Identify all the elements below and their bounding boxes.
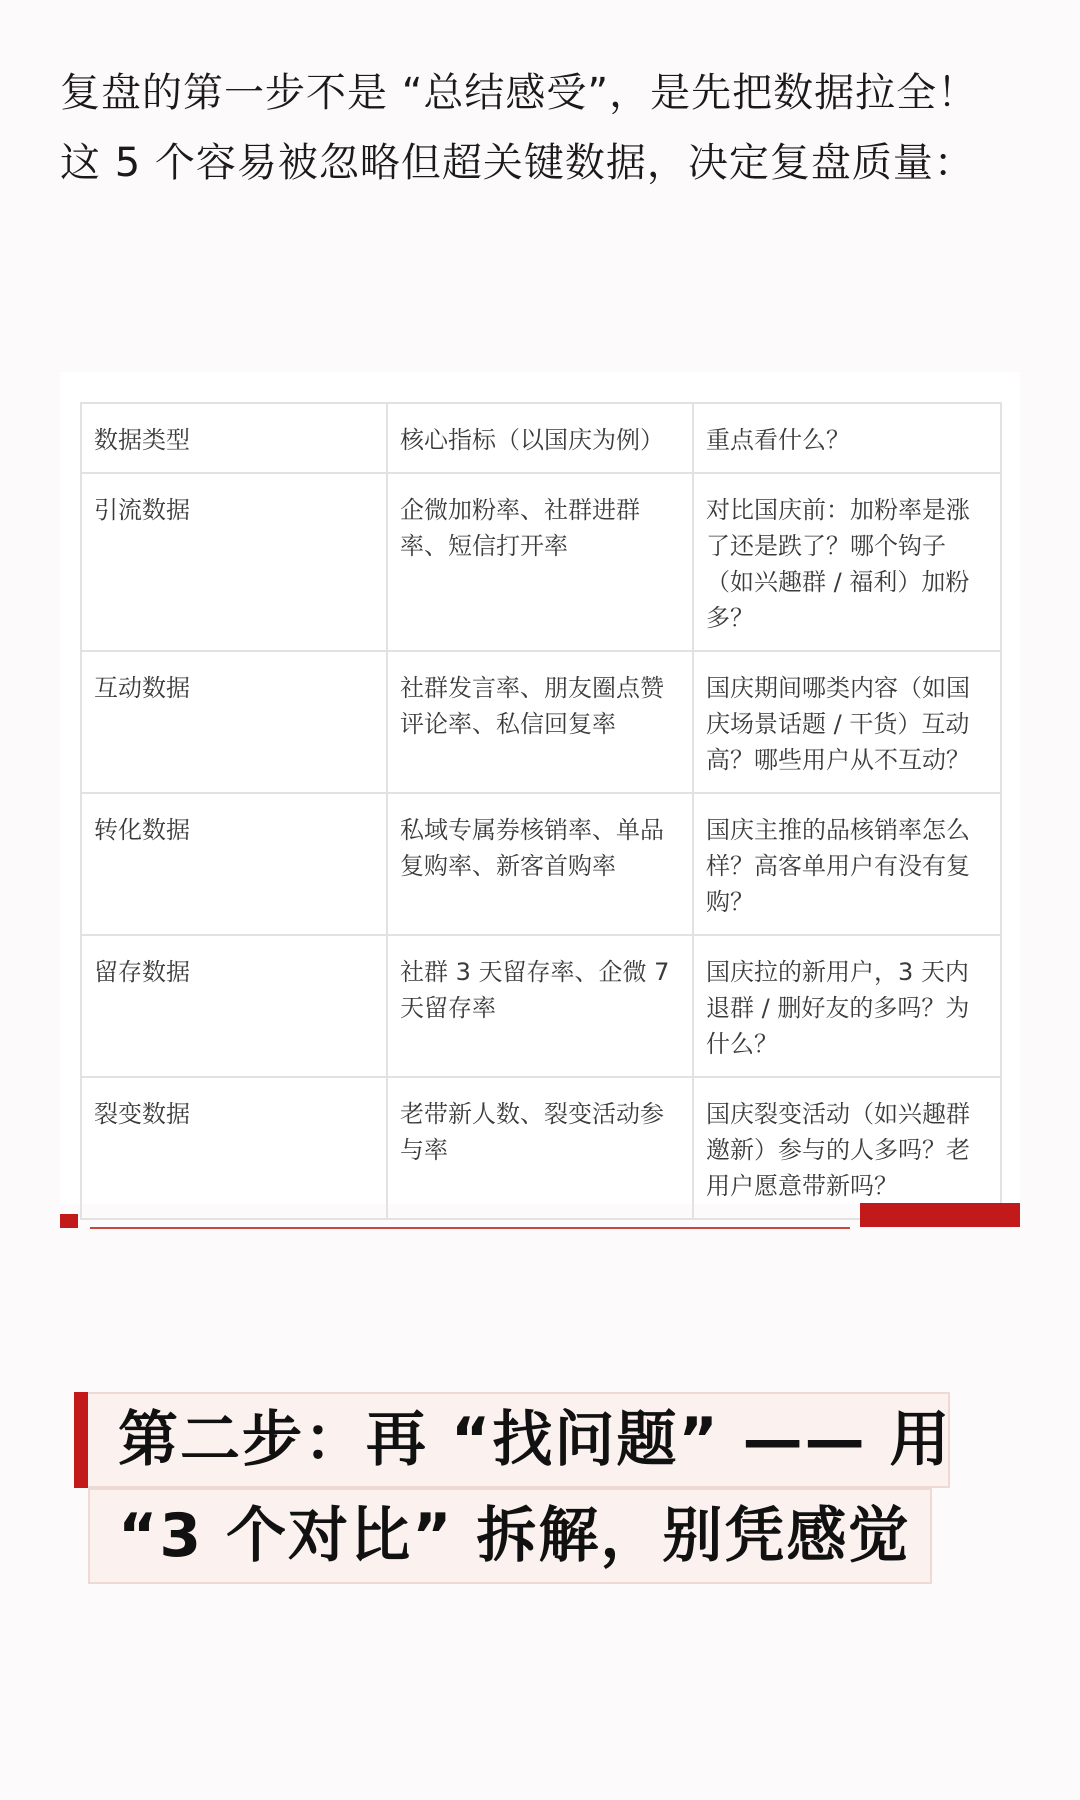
table-row [81, 793, 1001, 935]
table-header-cell: 重点看什么？ [693, 403, 1001, 473]
table-header-cell: 数据类型 [81, 403, 387, 473]
table-row [81, 651, 1001, 793]
decorative-bar [860, 1203, 1020, 1227]
section-heading-line-1: 第二步：再 “找问题” —— 用 [118, 1405, 952, 1475]
table-cell-metrics: 社群发言率、朋友圈点赞评论率、私信回复率 [387, 651, 693, 793]
section-heading-accent [74, 1392, 88, 1488]
table-cell-focus: 国庆拉的新用户，3 天内退群 / 删好友的多吗？为什么？ [693, 935, 1001, 1077]
decorative-divider [90, 1227, 850, 1229]
table-cell-focus: 国庆期间哪类内容（如国庆场景话题 / 干货）互动高？哪些用户从不互动？ [693, 651, 1001, 793]
table-cell-type: 留存数据 [81, 935, 387, 1077]
table-cell-type: 互动数据 [81, 651, 387, 793]
table-cell-type: 转化数据 [81, 793, 387, 935]
table-cell-metrics: 企微加粉率、社群进群率、短信打开率 [387, 473, 693, 651]
table-cell-focus: 国庆主推的品核销率怎么样？高客单用户有没有复购？ [693, 793, 1001, 935]
table-header-cell: 核心指标（以国庆为例） [387, 403, 693, 473]
data-table-card [60, 372, 1020, 1204]
data-table [80, 402, 1002, 1220]
table-cell-metrics: 老带新人数、裂变活动参与率 [387, 1077, 693, 1219]
table-cell-metrics: 私域专属券核销率、单品复购率、新客首购率 [387, 793, 693, 935]
intro-line-1: 复盘的第一步不是 “总结感受”，是先把数据拉全！ [60, 70, 979, 116]
table-cell-focus: 对比国庆前：加粉率是涨了还是跌了？哪个钩子（如兴趣群 / 福利）加粉多？ [693, 473, 1001, 651]
table-row [81, 935, 1001, 1077]
intro-line-2: 这 5 个容易被忽略但超关键数据，决定复盘质量： [60, 140, 975, 186]
table-row [81, 473, 1001, 651]
table-row [81, 1077, 1001, 1219]
table-cell-focus: 国庆裂变活动（如兴趣群邀新）参与的人多吗？老用户愿意带新吗？ [693, 1077, 1001, 1219]
section-heading-line-2: “3 个对比” 拆解，别凭感觉 [118, 1501, 911, 1571]
table-header-row [81, 403, 1001, 473]
decorative-square [60, 1214, 78, 1228]
table-cell-type: 引流数据 [81, 473, 387, 651]
intro-paragraph [60, 58, 1020, 198]
table-cell-metrics: 社群 3 天留存率、企微 7 天留存率 [387, 935, 693, 1077]
table-cell-type: 裂变数据 [81, 1077, 387, 1219]
